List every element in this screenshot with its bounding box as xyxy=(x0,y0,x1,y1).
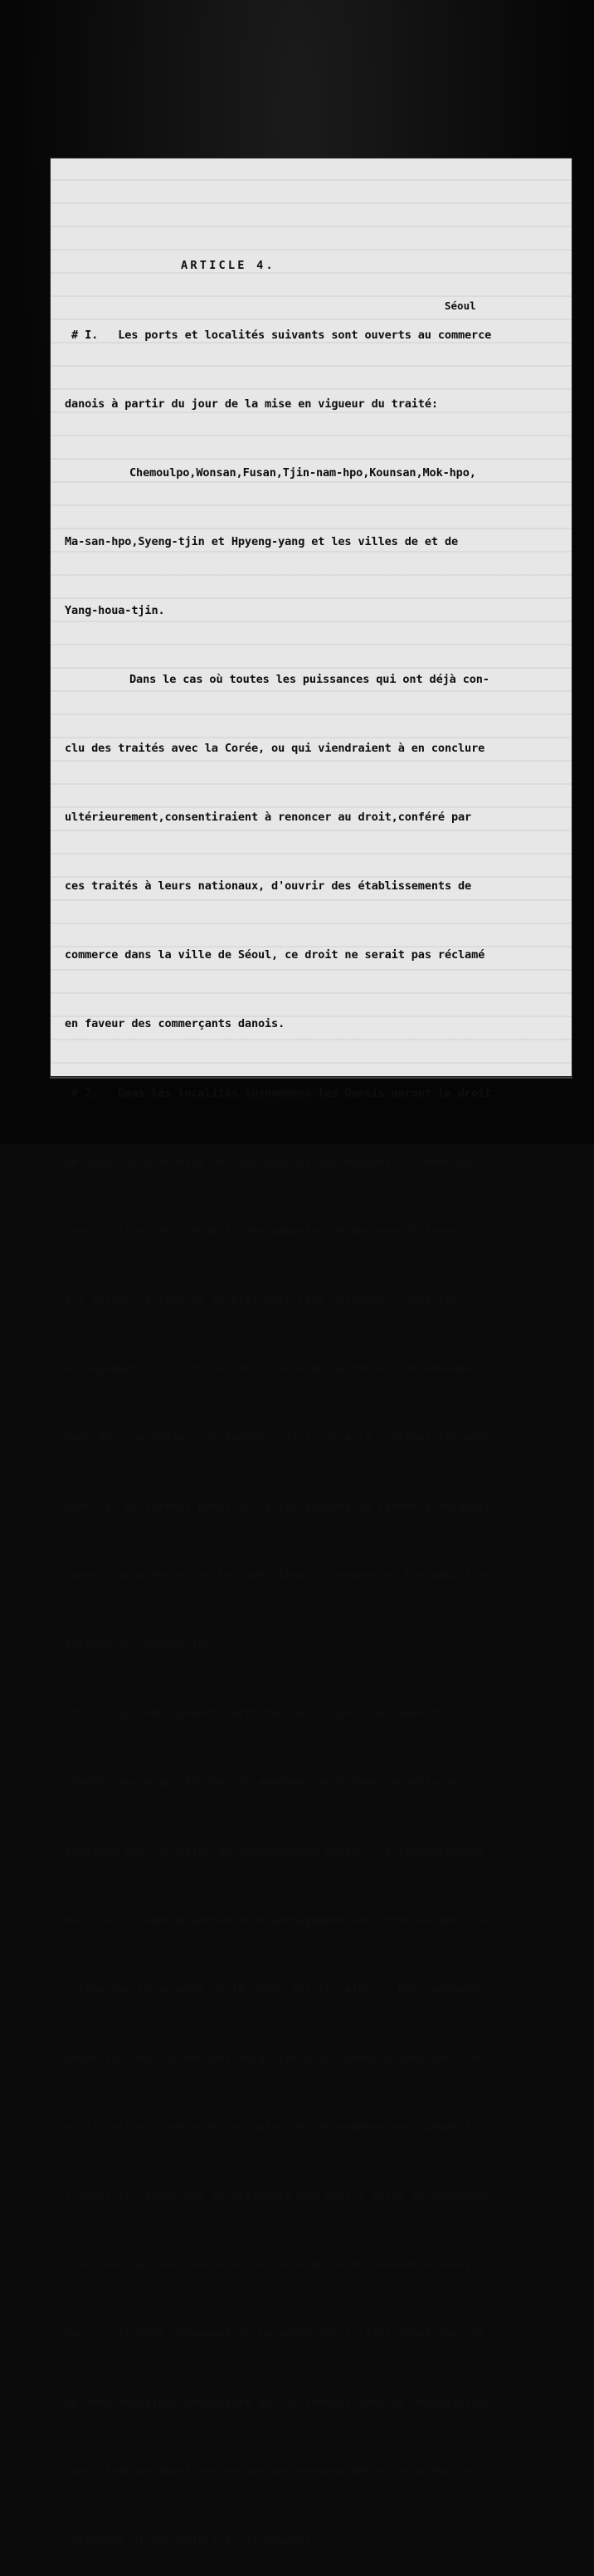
text-line: clu des traités avec la Corée, ou qui viendraient à en conclure xyxy=(65,742,485,756)
text-line: ment des concessions étrangères, ainsi qu'à la ventedes terrains xyxy=(65,1431,492,1444)
inserted-word: Séoul xyxy=(445,299,476,312)
text-line: tination par les soins du Gouvernement Coreen; le remboursement xyxy=(65,1844,485,1858)
text-line: en faveur des commerçants danois. xyxy=(65,1017,285,1031)
text-line: des frais d'expropriation et d'aménagement sera prélevé,par pri- xyxy=(65,1913,492,1927)
text-line: vilège,sur le produit de la vente des terrains. Une redevance xyxy=(65,1982,485,1996)
article-heading: ARTICLE 4. xyxy=(181,259,275,273)
text-line: danois à partir du jour de la mise en vigueur du traité: xyxy=(65,397,438,411)
text-line: # 3. Les emplacements affectés aux concessions seronta xyxy=(71,1707,445,1721)
text-line: un fond municipal administré par un conseil dont la constitution xyxy=(65,2396,492,2410)
text-line: de louer ou d'acheter des terrains et des maisons,d'elever des xyxy=(65,1155,479,1169)
text-line: que le reliquat provenant de la vente des trrains constitueront xyxy=(65,2327,485,2341)
text-line: commerce dans la ville de Séoul, ce droit ne serait pas réclamé xyxy=(65,948,485,962)
text-line: achetés aux propriétaires et aménagés pour leur nouvelle des- xyxy=(65,1775,472,1790)
text-line: annuelle, dont le montant sera fixé d'un commun accord,par l'ad- xyxy=(65,2051,492,2065)
text-line: sera ultérieurement reglée par une entente entre les autorités xyxy=(65,2465,479,2479)
text-line: ministration coreene et les autorités étrangères sera payée à xyxy=(65,2120,472,2134)
page-bottom-edge xyxy=(50,1077,572,1079)
text-line: Ils auront la liberté de pratiquer leur religion. Tous les xyxy=(65,1293,459,1307)
text-line: l'autorité locale qui en retiendra une part,à titre de compensa- xyxy=(65,2189,492,2203)
text-line: tion pour la taxe foncière; le reste de cette redevance ainsi xyxy=(65,2258,472,2272)
text-line: # I. Les ports et localités suivants sont ouverts au commerce xyxy=(71,328,492,342)
text-line: ultérieurement,consentiraient à renoncer au droit,conféré par xyxy=(65,811,472,825)
text-line: constructions et d'établir des magasins et des manufactures. xyxy=(65,1224,465,1238)
text-line: arrangements relatifs au choix, à la délimitation, àl'amenage- xyxy=(65,1361,479,1376)
text-line: étrangères compétentes. xyxy=(65,1638,218,1652)
text-line: coreennes et les autorités étrangeres. xyxy=(65,2534,319,2548)
text-line: # 2. Dans les localités susnommées les Danois auront le droit xyxy=(71,1086,492,1100)
text-line: Dans le cas où toutes les puissances qui ont déjà con- xyxy=(129,672,489,686)
text-line: Ma-san-hpo,Syeng-tjin et Hpyeng-yang et les villes de et de xyxy=(65,534,459,548)
text-line: seront concertés entre les autorités coréennes et les autorités xyxy=(65,1569,492,1583)
text-line: Yang-houa-tjin. xyxy=(65,603,165,617)
typed-text-block xyxy=(65,209,562,2576)
text-line: ces traités à leurs nationaux, d'ouvrir des établissements de xyxy=(65,879,472,894)
text-line: Chemoulpo,Wonsan,Fusan,Tjin-nam-hpo,Kounsan,Mok-hpo, xyxy=(129,465,476,480)
text-line: dans les differents ports ou villes ouverts au commerce étranger xyxy=(65,1500,492,1514)
